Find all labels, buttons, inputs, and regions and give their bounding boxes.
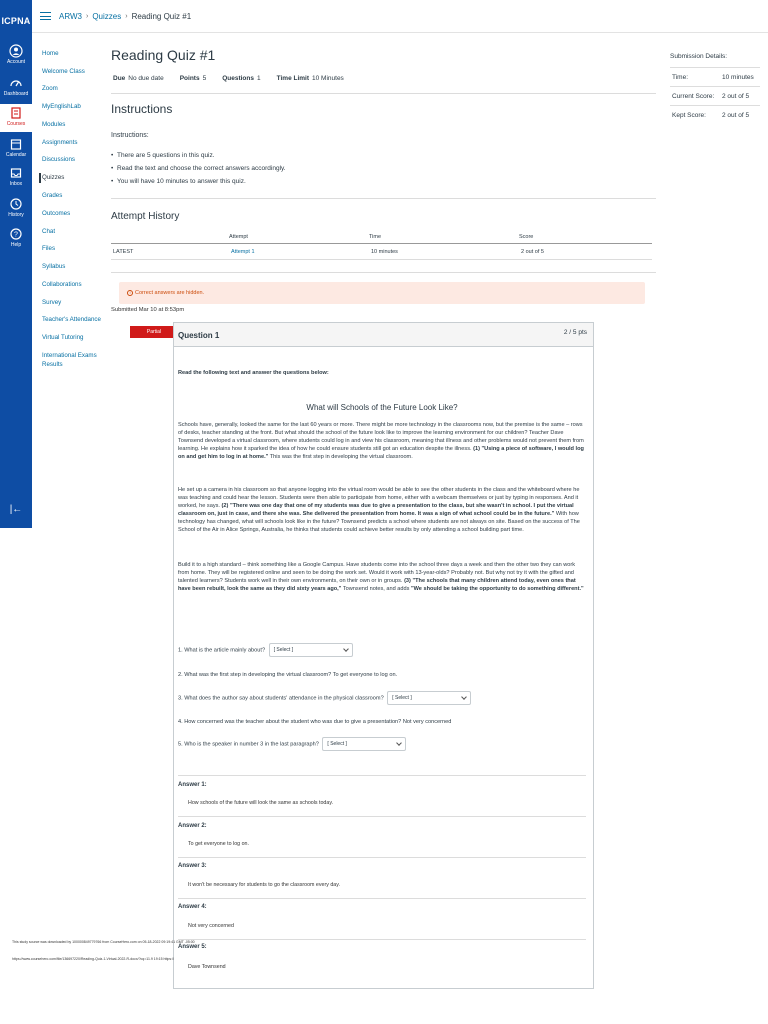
answer-value: It won't be necessary for students to go the classroom every day.	[188, 882, 340, 888]
paragraph-text: He set up a camera in his classroom so that anyone logging into the virtual room would be able to see the other students in the class and the whiteboard where he was teaching and could hear the lesson. Students were then able to participate from home, either with a webcam themselves or just by typing in responses. And it worked, he says.	[178, 487, 580, 509]
nav-dashboard[interactable]	[0, 76, 32, 97]
current-score-value: 2 out of 5	[722, 93, 750, 100]
kept-score-value: 2 out of 5	[722, 112, 750, 119]
nav-help[interactable]	[0, 227, 32, 248]
nav-account-label: Account	[6, 59, 26, 65]
account-icon	[9, 44, 23, 58]
hamburger-menu-icon[interactable]	[40, 12, 51, 20]
sub-question-2: 2. What was the first step in developing the virtual classroom? To get everyone to log on.	[178, 672, 398, 678]
paragraph-text: Schools have, generally, looked the same for the last 60 years or more. There might be more technology in the classrooms now, but the premise is the same – rows of desks, teacher standing at the front. But what should the school of the future look like to improve the learning environment for our children? Teacher Dave Townsend developed a virtual classroom, where students could log in and view his classroom, meaning that illness and other problems would not prevent them from learning. He explains how it sparked the idea of how he could ensure students still got an education despite the illness.	[178, 422, 584, 452]
collapse-nav-icon[interactable]: |←	[9, 504, 23, 515]
select-value: [ Select ]	[392, 695, 412, 701]
chevron-down-icon	[397, 740, 403, 746]
divider	[111, 93, 656, 94]
paragraph-text: Build it to a high standard – think something like a Google Campus. Have students come into the school three days a week and then the other two they can work from home. They will be registered online and seen to be doing the work set. Would it work with 13-year-olds? Probably not. But why not try it with the gifted and talented learners? Students work well in their own environments, on their own or in groups.	[178, 562, 576, 584]
course-nav-modules[interactable]: Modules	[42, 121, 66, 128]
quote-1: (1) "Using a piece of software, I would log on and get him to log in at home."	[178, 446, 584, 460]
paragraph-text: With how technology has changed, what will schools look like in the future? Townsend predicts a school where students are not always on site. Based on the success of The School of the Air in Alice Springs, Australia, he thinks that students could achieve better results by only attending a school building part time.	[178, 511, 580, 533]
attempt-history-table	[111, 232, 652, 260]
answer-label: Answer 4:	[178, 904, 207, 910]
nav-history-label: History	[8, 212, 24, 218]
question-title: Question 1	[178, 331, 220, 340]
notice-text: Correct answers are hidden.	[135, 290, 205, 296]
sub-question-4: 4. How concerned was the teacher about the student who was due to give a presentation? Not very concerned	[178, 719, 452, 725]
divider	[178, 775, 586, 776]
answer-label: Answer 2:	[178, 823, 207, 829]
course-nav-discussions[interactable]: Discussions	[42, 156, 76, 163]
answer-value: Dave Townsend	[188, 964, 226, 970]
course-nav-results[interactable]: Results	[42, 361, 63, 368]
sub-question-5	[178, 737, 586, 751]
course-nav-quizzes[interactable]: Quizzes	[42, 174, 106, 182]
calendar-icon	[9, 137, 23, 151]
questions-value: 1	[257, 75, 261, 82]
history-icon	[9, 197, 23, 211]
course-nav-myenglishlab[interactable]: MyEnglishLab	[42, 103, 81, 110]
time-label: Time:	[672, 74, 689, 81]
instructions-heading: Instructions	[111, 102, 173, 116]
divider	[178, 857, 586, 858]
course-nav-collaborations[interactable]: Collaborations	[42, 281, 82, 288]
answer-select-5[interactable]	[322, 737, 406, 751]
course-nav-welcome-class[interactable]: Welcome Class	[42, 68, 85, 75]
questions-label: Questions	[222, 75, 254, 82]
chevron-down-icon	[461, 694, 467, 700]
question-card	[173, 322, 594, 989]
nav-help-label: Help	[10, 242, 22, 248]
sub-question-text: 1. What is the article mainly about?	[178, 647, 266, 654]
global-nav	[0, 0, 32, 528]
answer-label: Answer 5:	[178, 944, 207, 950]
divider	[111, 272, 656, 273]
paragraph-text: This was the first step in developing the virtual classroom.	[269, 454, 413, 460]
submitted-timestamp: Submitted Mar 10 at 8:53pm	[111, 307, 185, 313]
course-nav-syllabus[interactable]: Syllabus	[42, 263, 66, 270]
info-icon: !	[127, 290, 133, 296]
breadcrumb-course[interactable]: ARW3	[59, 11, 82, 21]
article-paragraph-2	[178, 486, 586, 534]
course-nav-virtual-tutoring[interactable]: Virtual Tutoring	[42, 334, 84, 341]
sub-question-text: 5. Who is the speaker in number 3 in the last paragraph?	[178, 741, 319, 748]
nav-calendar-label: Calendar	[5, 152, 27, 158]
institution-logo[interactable]: ICPNA	[1, 16, 31, 26]
course-nav-outcomes[interactable]: Outcomes	[42, 210, 71, 217]
attempt-history-heading: Attempt History	[111, 211, 180, 222]
divider	[178, 939, 586, 940]
instruction-item: • There are 5 questions in this quiz.	[117, 152, 215, 159]
article-paragraph-1	[178, 421, 586, 461]
answer-label: Answer 3:	[178, 863, 207, 869]
answer-value: Not very concerned	[188, 923, 234, 929]
nav-account[interactable]	[0, 44, 32, 65]
due-label: Due	[113, 75, 126, 82]
help-icon	[9, 227, 23, 241]
current-score-label: Current Score:	[672, 93, 715, 100]
course-nav-files[interactable]: Files	[42, 245, 56, 252]
submission-heading: Submission Details:	[670, 53, 728, 60]
article-paragraph-3	[178, 561, 586, 593]
time-limit-value: 10 Minutes	[312, 75, 344, 82]
nav-inbox[interactable]	[0, 166, 32, 187]
divider	[178, 816, 586, 817]
quote-3: (3) "The schools that many children attend today, even ones that have been rebuilt, look the same as they did sixty years ago,"	[178, 578, 576, 592]
select-value: [ Select ]	[273, 647, 294, 653]
breadcrumb-separator-icon: ›	[85, 12, 89, 20]
article-title: What will Schools of the Future Look Like?	[306, 403, 458, 412]
paragraph-text: Townsend notes, and adds	[342, 586, 410, 592]
time-limit-label: Time Limit	[276, 75, 310, 82]
dashboard-icon	[9, 76, 23, 90]
latest-tag: LATEST	[111, 244, 229, 260]
instruction-item: • You will have 10 minutes to answer this quiz.	[117, 178, 246, 185]
sub-question-3	[178, 691, 586, 705]
breadcrumb-section[interactable]: Quizzes	[92, 11, 122, 21]
nav-dashboard-label: Dashboard	[3, 91, 29, 97]
points-value: 5	[202, 75, 207, 82]
correct-answers-hidden-notice	[119, 282, 645, 304]
answer-select-1[interactable]	[269, 643, 353, 657]
divider	[178, 898, 586, 899]
quote-3-end: "We should be taking the opportunity to do something different."	[410, 586, 584, 592]
download-footer-url: https://www.coursehero.com/file/136697220/Reading-Quiz-1-Virtual-2022-R-docx/?cq=11.9 19:15 https://	[12, 957, 175, 961]
course-nav-grades[interactable]: Grades	[42, 192, 63, 199]
course-nav-assignments[interactable]: Assignments	[42, 139, 78, 146]
answer-label: Answer 1:	[178, 782, 207, 788]
nav-inbox-label: Inbox	[9, 181, 23, 187]
sub-question-text: 3. What does the author say about students' attendance in the physical classroom?	[178, 695, 384, 702]
partial-badge: Partial	[130, 326, 178, 338]
course-nav-international-exams[interactable]: International Exams	[42, 352, 97, 359]
column-attempt: Attempt	[229, 232, 369, 244]
course-nav-chat[interactable]: Chat	[42, 228, 56, 235]
table-row	[111, 244, 652, 260]
attempt-score: 2 out of 5	[519, 244, 652, 260]
page-title: Reading Quiz #1	[111, 47, 216, 63]
question-points: 2 / 5 pts	[563, 329, 587, 336]
download-footer-line: This study source was downloaded by 100000849779766 from CourseHero.com on 05-18-2022 09:19:41 GMT -05:00	[12, 940, 195, 944]
answer-value: To get everyone to log on.	[188, 841, 249, 847]
nav-history[interactable]	[0, 197, 32, 218]
divider	[111, 198, 656, 199]
breadcrumb-separator-icon: ›	[125, 12, 128, 20]
submission-row	[670, 86, 760, 105]
course-nav-zoom[interactable]: Zoom	[42, 85, 58, 92]
column-time: Time	[369, 232, 519, 244]
question-prompt: Read the following text and answer the questions below:	[178, 370, 329, 376]
question-header	[174, 323, 593, 347]
attempt-time: 10 minutes	[369, 244, 519, 260]
course-nav-home[interactable]: Home	[42, 50, 59, 57]
instructions-label: Instructions:	[111, 132, 149, 139]
due-value: No due date	[128, 75, 164, 82]
quiz-meta	[113, 75, 360, 82]
quote-2: (2) "There was one day that one of my students was due to give a presentation to the class, but she wasn't in school. I put the virtual classroom on, just in case, and there she was. She delivered the presentation from home. It was a sign of what school could be in the future."	[178, 503, 574, 517]
chevron-down-icon	[343, 646, 349, 652]
select-value: [ Select ]	[327, 741, 347, 747]
svg-text:?: ?	[14, 231, 18, 239]
answer-select-3[interactable]	[387, 691, 471, 705]
instruction-item: • Read the text and choose the correct answers accordingly.	[117, 165, 286, 172]
kept-score-label: Kept Score:	[672, 112, 706, 119]
nav-courses[interactable]	[0, 104, 32, 132]
nav-calendar[interactable]	[0, 137, 32, 158]
course-nav-teachers-attendance[interactable]: Teacher's Attendance	[42, 316, 101, 323]
courses-icon	[9, 106, 23, 120]
answer-value: How schools of the future will look the same as schools today.	[188, 800, 334, 806]
course-nav-survey[interactable]: Survey	[42, 299, 62, 306]
submission-row	[670, 105, 760, 124]
time-value: 10 minutes	[722, 74, 754, 81]
nav-courses-label: Courses	[6, 121, 26, 127]
column-score: Score	[519, 232, 652, 244]
sub-question-1	[178, 643, 586, 657]
points-label: Points	[179, 75, 200, 82]
attempt-link[interactable]: Attempt 1	[231, 249, 255, 255]
submission-row	[670, 67, 760, 86]
inbox-icon	[9, 166, 23, 180]
breadcrumb-current: Reading Quiz #1	[131, 11, 192, 21]
